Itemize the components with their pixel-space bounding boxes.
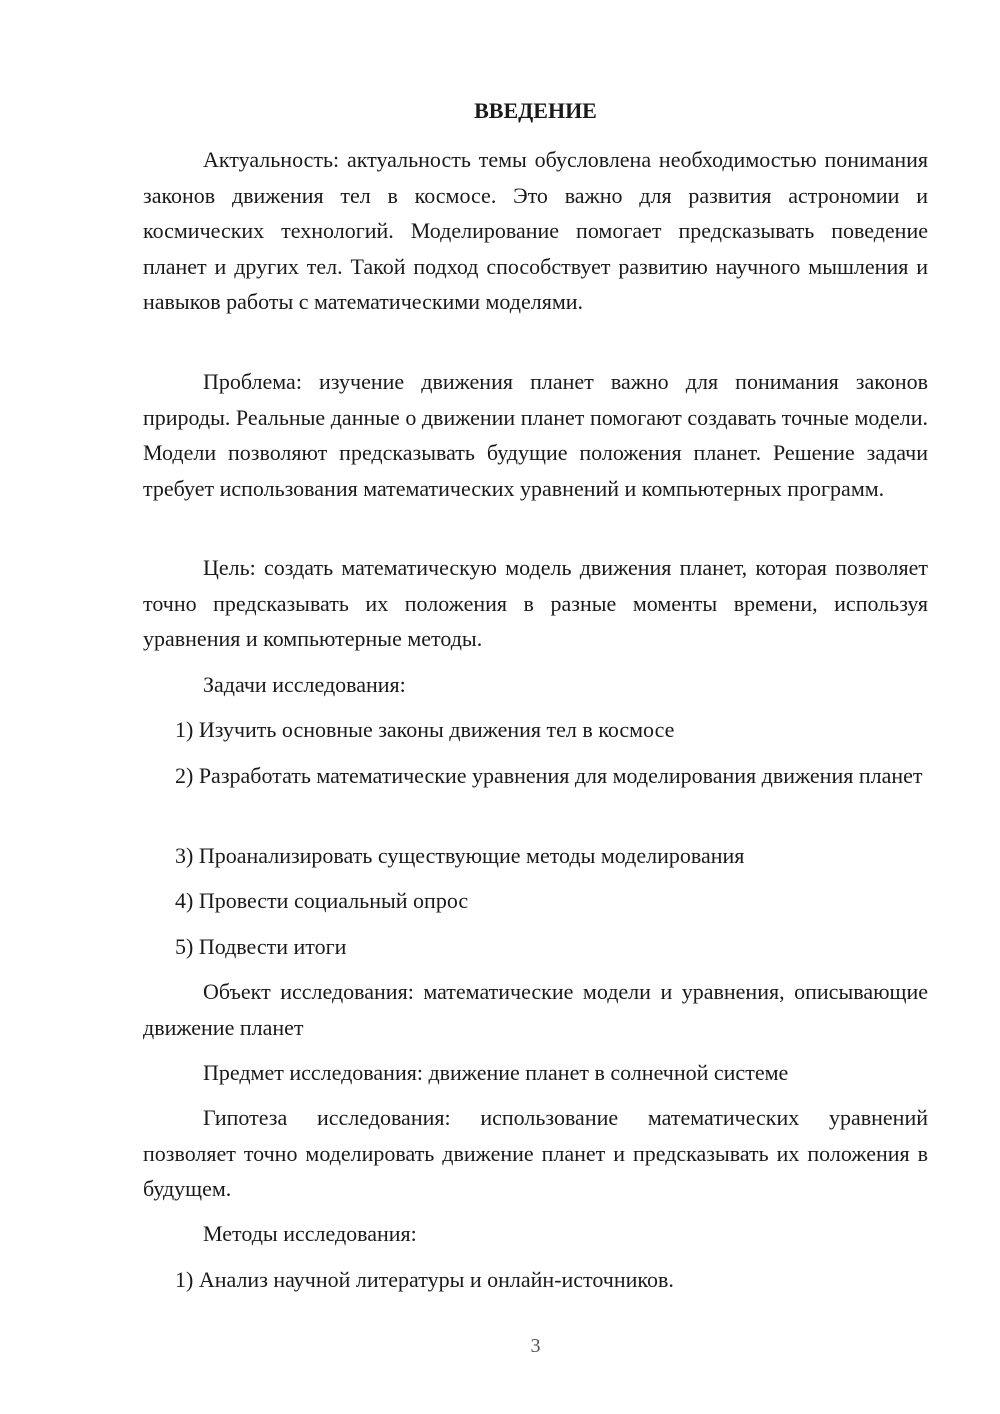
paragraph-subject: Предмет исследования: движение планет в солнечной системе [203,1060,789,1085]
paragraph-hypothesis: Гипотеза исследования: использование математических уравнений позволяет точно моделировать движение планет и предсказывать их положения в будущем. [143,1105,928,1201]
task-item-1: 1) Изучить основные законы движения тел в космосе [175,717,675,742]
tasks-heading: Задачи исследования: [203,672,406,697]
page-number: 3 [530,1335,541,1357]
task-item-2: 2) Разработать математические уравнения для моделирования движения планет [175,763,923,788]
task-item-5: 5) Подвести итоги [175,934,347,959]
paragraph-object: Объект исследования: математические модели и уравнения, описывающие движение планет [143,979,928,1040]
paragraph-goal: Цель: создать математическую модель движения планет, которая позволяет точно предсказывать их положения в разные моменты времени, используя уравнения и компьютерные методы. [143,555,928,651]
method-item-1: 1) Анализ научной литературы и онлайн-источников. [175,1267,674,1292]
methods-heading: Методы исследования: [203,1221,417,1246]
paragraph-problem: Проблема: изучение движения планет важно для понимания законов природы. Реальные данные о движении планет помогают создавать точные модели. Модели позволяют предсказывать будущие положения планет. Решение задачи требует использования математических уравнений и компьютерных программ. [143,369,928,501]
paragraph-relevance: Актуальность: актуальность темы обусловлена необходимостью понимания законов движения тел в космосе. Это важно для развития астрономии и космических технологий. Моделирование помогает предсказывать поведение планет и других тел. Такой подход способствует развитию научного мышления и навыков работы с математическими моделями. [143,147,928,314]
task-item-4: 4) Провести социальный опрос [175,888,469,913]
section-title: ВВЕДЕНИЕ [474,98,597,123]
task-item-3: 3) Проанализировать существующие методы моделирования [175,843,745,868]
